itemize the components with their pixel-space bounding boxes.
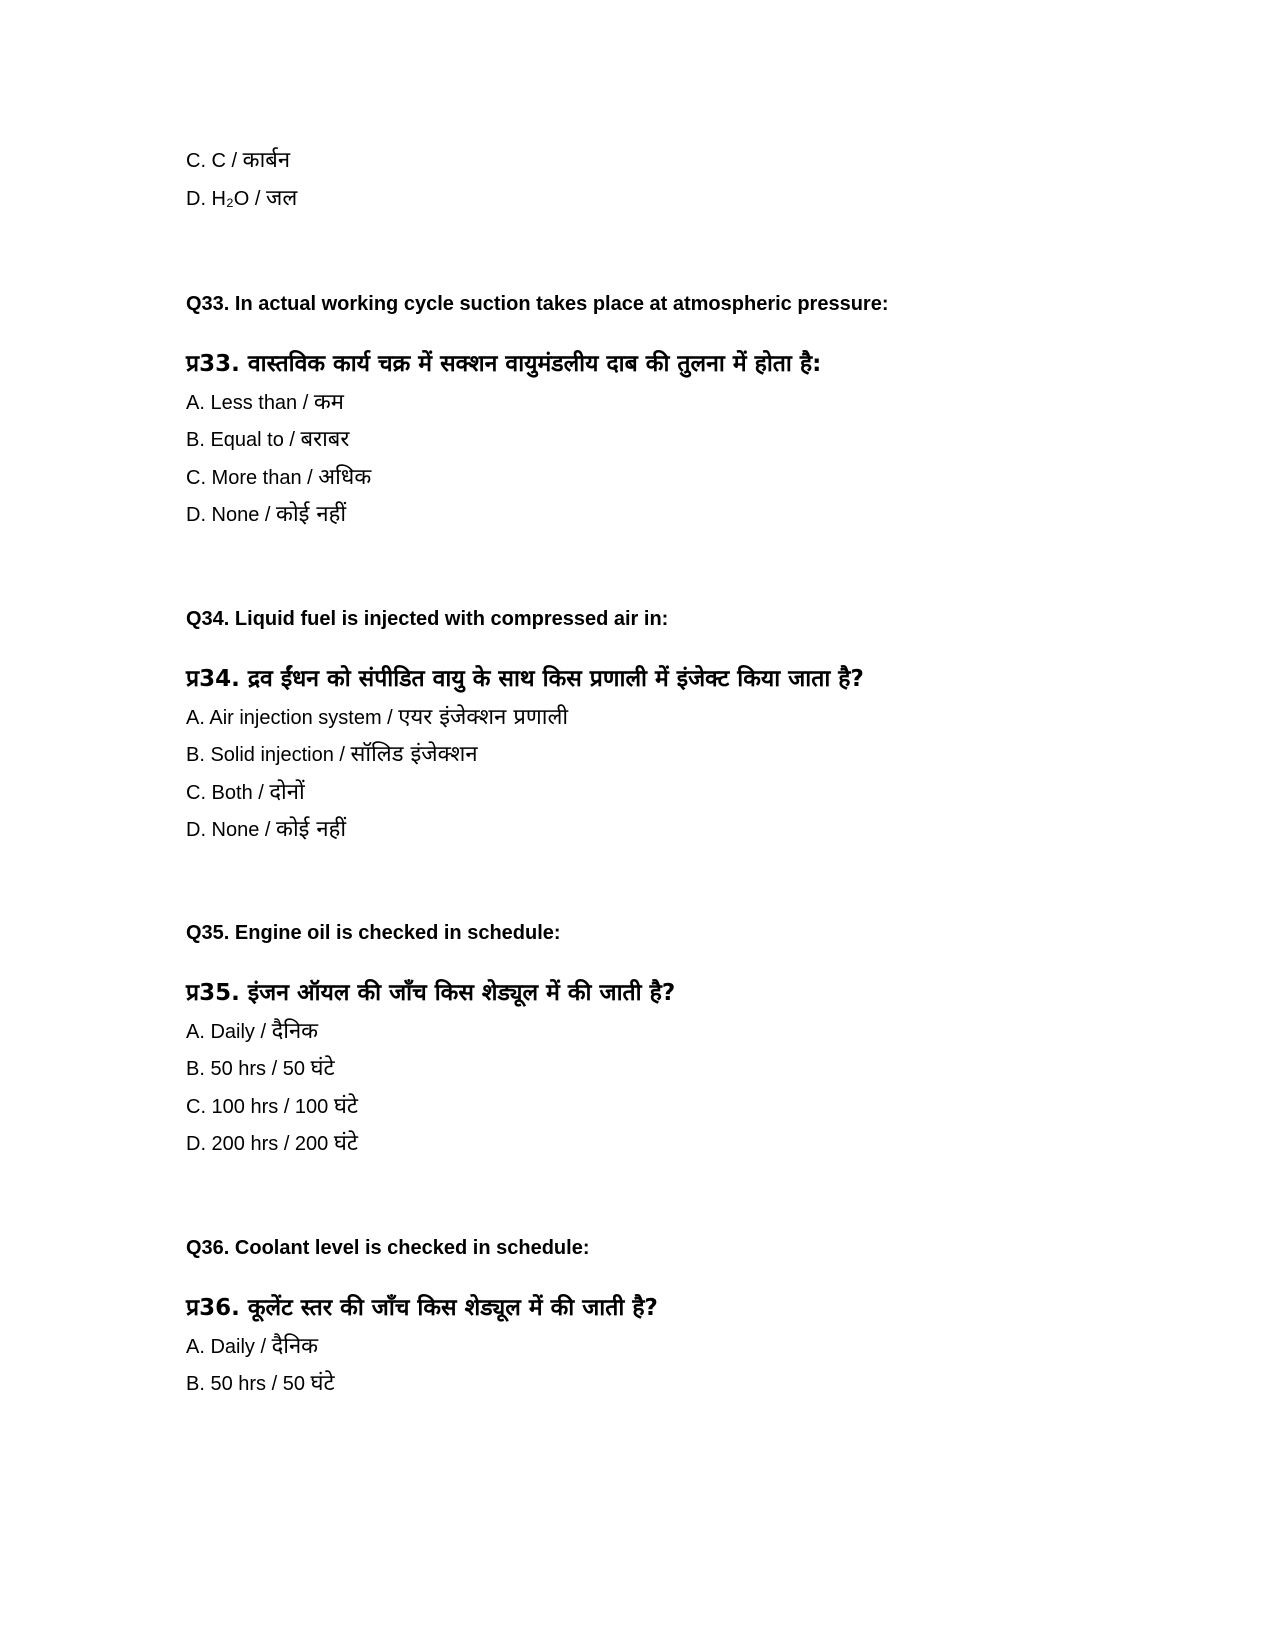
option-hindi: कोई नहीं: [276, 502, 347, 527]
option-label: B. Solid injection /: [186, 744, 351, 766]
question-34-option-a: [186, 701, 568, 731]
option-hindi: जल: [266, 186, 298, 211]
option-label: A. Daily /: [186, 1021, 272, 1043]
option-hindi: दोनों: [269, 780, 305, 805]
option-c-carbon: [186, 144, 290, 174]
option-hindi: सॉलिड इंजेक्शन: [350, 742, 478, 767]
option-label: C. C /: [186, 150, 243, 172]
option-label: C. Both /: [186, 782, 270, 804]
question-36-hindi: प्र36. कूलेंट स्तर की जाँच किस शेड्यूल में की जाती है?: [186, 1295, 658, 1321]
option-hindi: अधिक: [318, 465, 372, 490]
option-label: D. None /: [186, 504, 277, 526]
question-33-option-c: [186, 461, 371, 491]
option-hindi: घंटे: [333, 1131, 358, 1156]
option-hindi: कार्बन: [242, 148, 291, 173]
question-35-option-d: [186, 1127, 358, 1157]
question-34-option-d: [186, 813, 346, 843]
question-34-option-b: [186, 738, 478, 768]
question-33-option-a: [186, 386, 344, 416]
option-label: D. H₂O /: [186, 188, 266, 210]
option-label: C. 100 hrs / 100: [186, 1096, 334, 1118]
document-page: [186, 0, 1186, 1651]
option-label: B. 50 hrs / 50: [186, 1058, 311, 1080]
option-hindi: घंटे: [310, 1371, 335, 1396]
question-35-hindi: प्र35. इंजन ऑयल की जाँच किस शेड्यूल में की जाती है?: [186, 980, 676, 1006]
question-35-english: Q35. Engine oil is checked in schedule:: [186, 922, 561, 944]
option-label: C. More than /: [186, 467, 319, 489]
option-hindi: एयर इंजेक्शन प्रणाली: [398, 705, 569, 730]
question-35-option-b: [186, 1052, 335, 1082]
question-33-english: Q33. In actual working cycle suction takes place at atmospheric pressure:: [186, 293, 889, 315]
option-hindi: दैनिक: [271, 1334, 319, 1359]
option-hindi: बराबर: [300, 427, 350, 452]
question-35-option-a: [186, 1015, 318, 1045]
question-34-hindi: प्र34. द्रव ईंधन को संपीडित वायु के साथ किस प्रणाली में इंजेक्ट किया जाता है?: [186, 666, 864, 692]
option-hindi: कोई नहीं: [276, 817, 347, 842]
question-36-option-b: [186, 1367, 335, 1397]
question-33-hindi: प्र33. वास्तविक कार्य चक्र में सक्शन वायुमंडलीय दाब की तुलना में होता है:: [186, 351, 822, 377]
question-35-option-c: [186, 1090, 358, 1120]
option-label: B. Equal to /: [186, 429, 301, 451]
option-label: D. 200 hrs / 200: [186, 1133, 334, 1155]
option-label: A. Daily /: [186, 1336, 272, 1358]
question-34-option-c: [186, 776, 305, 806]
option-hindi: दैनिक: [271, 1019, 319, 1044]
question-33-option-b: [186, 423, 349, 453]
option-hindi: घंटे: [333, 1094, 358, 1119]
question-34-english: Q34. Liquid fuel is injected with compressed air in:: [186, 608, 669, 630]
question-36-option-a: [186, 1330, 318, 1360]
option-hindi: घंटे: [310, 1056, 335, 1081]
option-d-water: [186, 182, 297, 212]
option-label: B. 50 hrs / 50: [186, 1373, 311, 1395]
question-36-english: Q36. Coolant level is checked in schedule:: [186, 1237, 590, 1259]
option-hindi: कम: [313, 390, 344, 415]
question-33-option-d: [186, 498, 346, 528]
option-label: A. Less than /: [186, 392, 314, 414]
option-label: D. None /: [186, 819, 277, 841]
option-label: A. Air injection system /: [186, 707, 399, 729]
